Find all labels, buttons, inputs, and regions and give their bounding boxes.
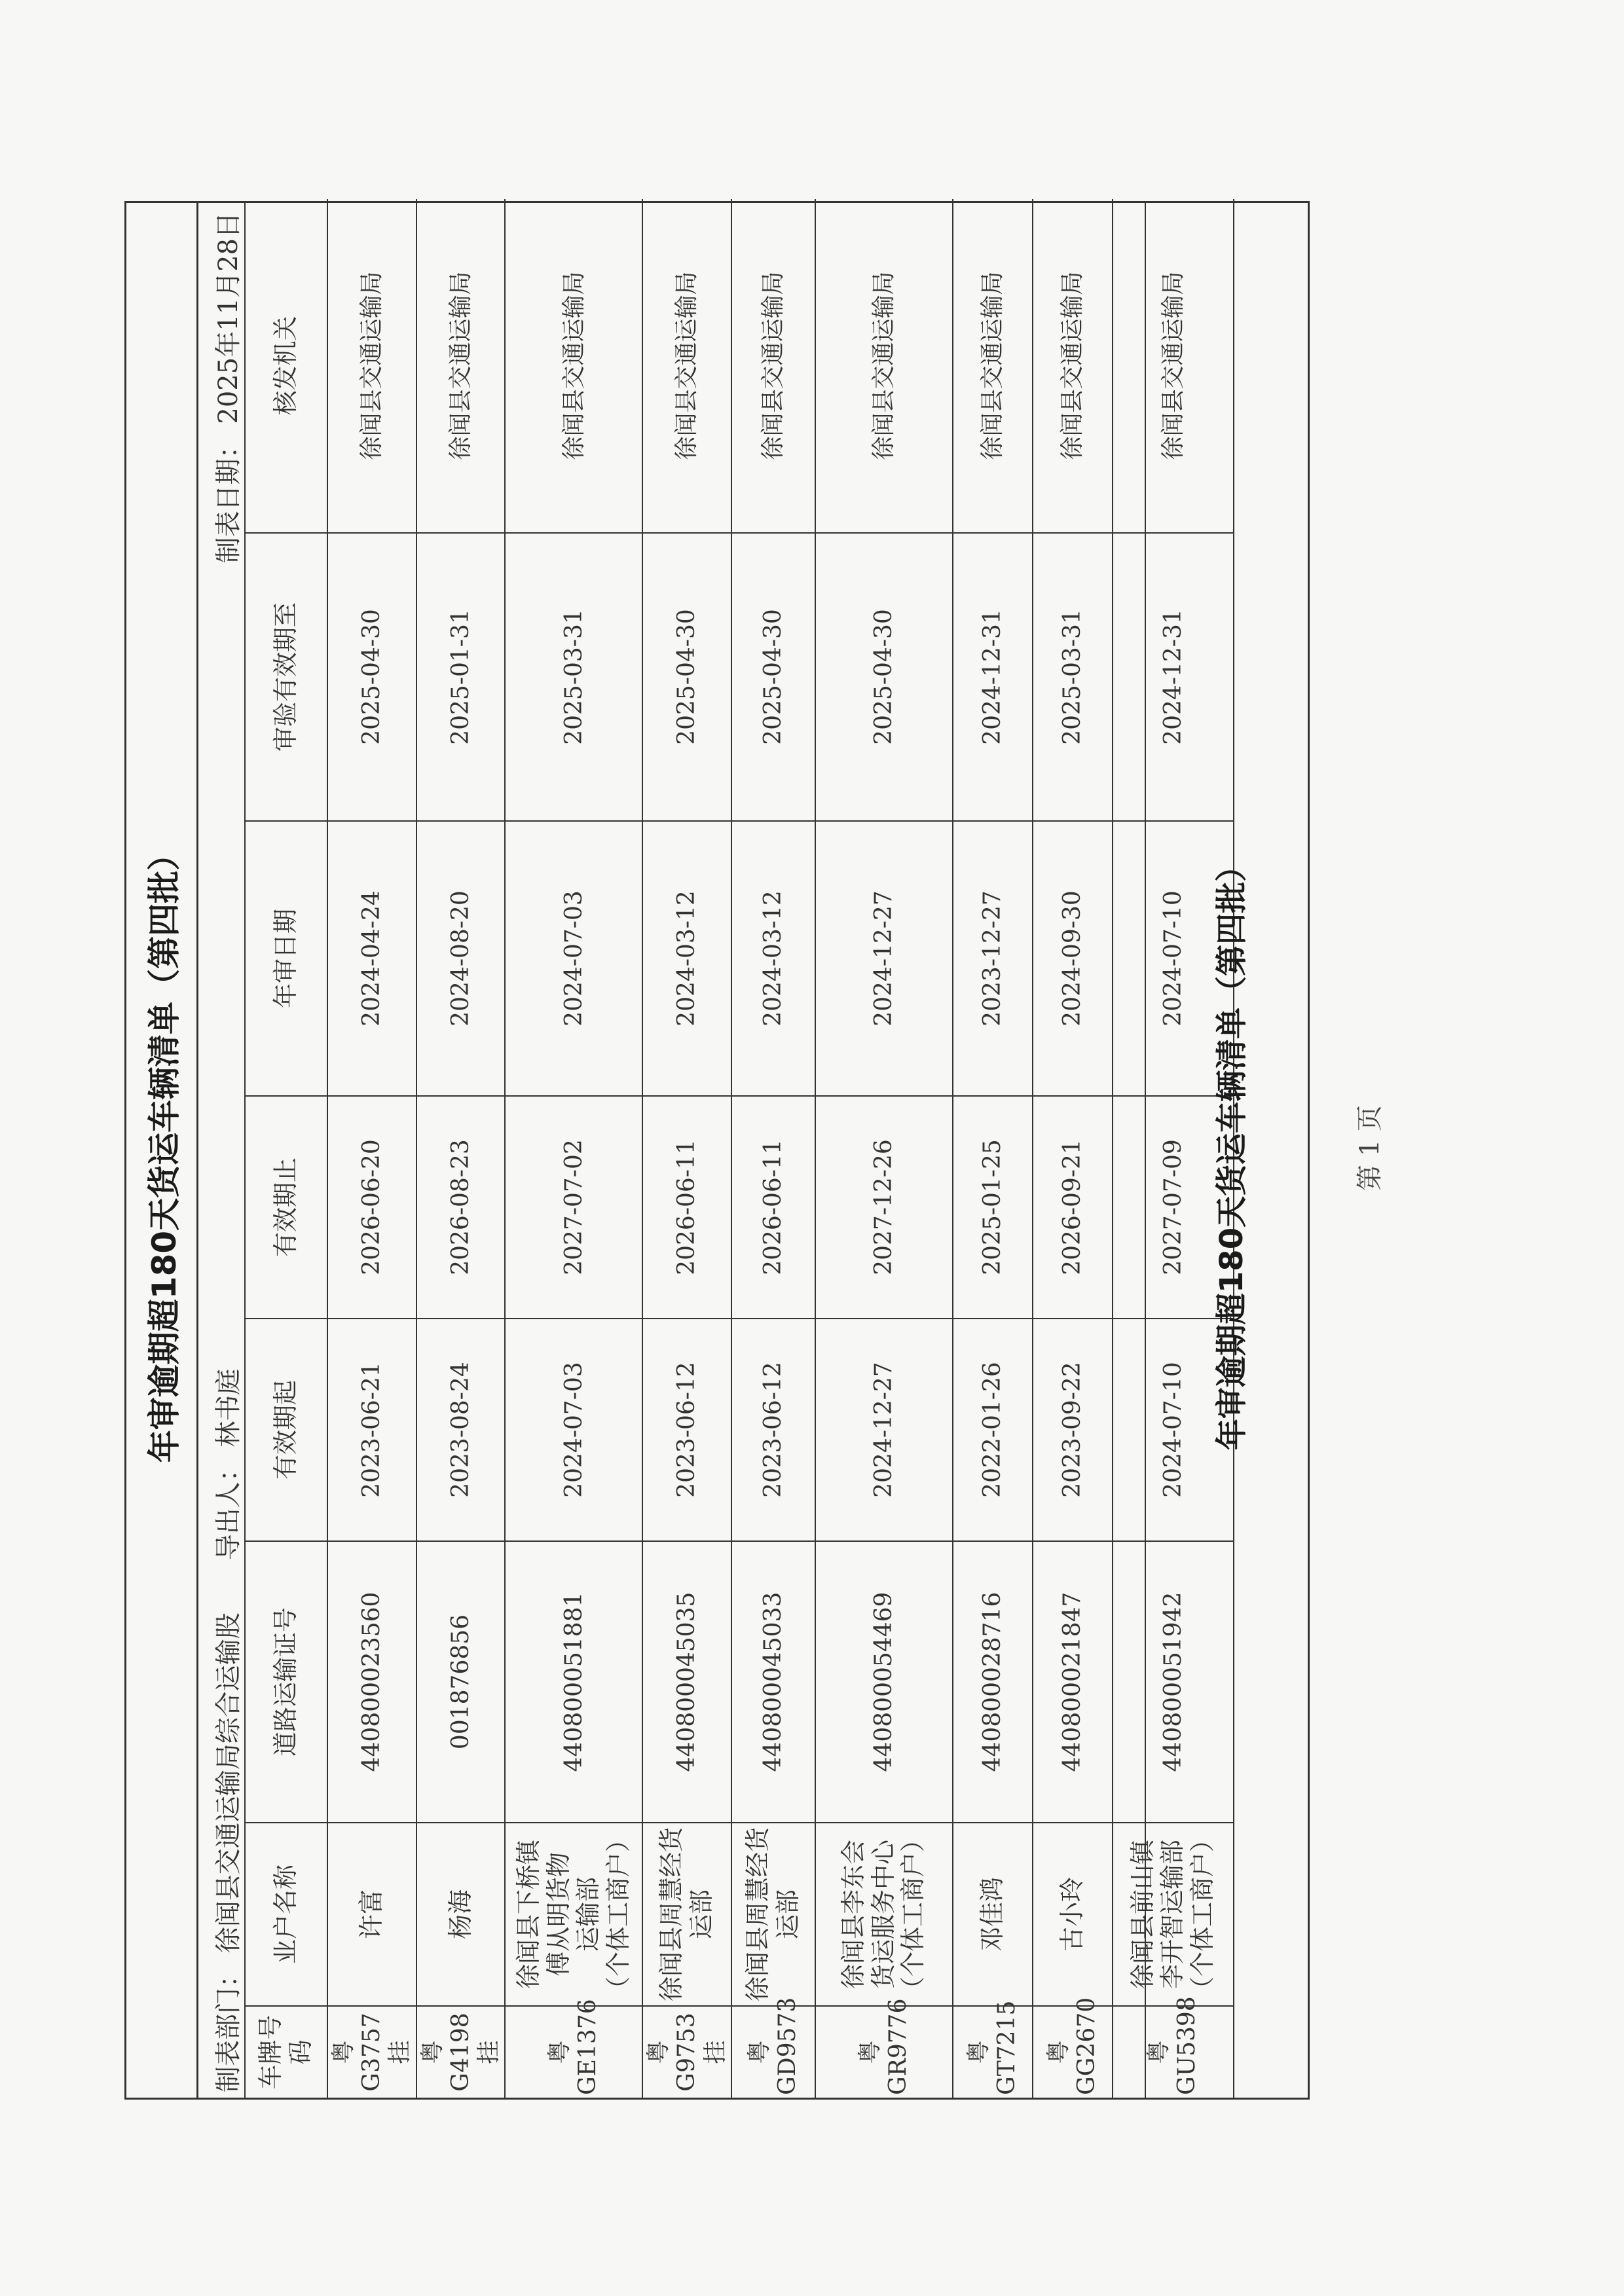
meta-row: [198, 203, 246, 2098]
cell-name: [416, 1823, 506, 2006]
cell-cert: 440800045033: [731, 1541, 815, 1823]
cell-plate: 粤GG2670: [1033, 2006, 1113, 2098]
cell-issuer: 徐闻县交通运输局: [416, 199, 506, 533]
cell-name: [1033, 1823, 1113, 2006]
page-number: 第 1 页: [1355, 1105, 1385, 1191]
footnote-title: 年审逾期超180天货运车辆清单（第四批）: [1145, 203, 1312, 2098]
cell-review: 2024-08-20: [416, 821, 506, 1096]
column-header-review: 年审日期: [246, 821, 327, 1096]
cell-from: 2023-06-12: [731, 1319, 815, 1541]
cell-cert: 440800051881: [505, 1541, 642, 1823]
cell-to: 2026-06-11: [731, 1096, 815, 1319]
name-line: 徐闻县周慧经货运部: [657, 1827, 716, 2002]
cell-plate: 粤GD9573: [731, 2006, 815, 2098]
exporter-label: 导出人： 林书庭: [213, 1368, 244, 1561]
cell-to: 2026-06-20: [327, 1096, 416, 1319]
cell-plate: 粤GE1376: [505, 2006, 642, 2098]
table-row: [815, 199, 953, 2098]
table-row: [505, 199, 642, 2098]
cell-valid-until: 2024-12-31: [1113, 533, 1234, 821]
cell-review: 2024-09-30: [1033, 821, 1113, 1096]
cell-from: 2024-07-03: [505, 1319, 642, 1541]
table-row: [953, 199, 1033, 2098]
cell-review: 2024-04-24: [327, 821, 416, 1096]
cell-issuer: 徐闻县交通运输局: [953, 199, 1033, 533]
name-line: 货运服务中心: [868, 1840, 898, 1990]
cell-review: 2024-03-12: [642, 821, 731, 1096]
column-header-plate: 车牌号码: [246, 2006, 327, 2098]
cell-plate: 粤GR9776: [815, 2006, 953, 2098]
name-line: 邓佳鸿: [977, 1877, 1006, 1952]
table-row: [327, 199, 416, 2098]
cell-review: 2024-07-10: [1113, 821, 1234, 1096]
date-label: 制表日期： 2025年11月28日: [213, 212, 244, 564]
cell-cert: 440800054469: [815, 1541, 953, 1823]
cell-to: 2027-12-26: [815, 1096, 953, 1319]
cell-name: [731, 1823, 815, 2006]
header-row: [246, 199, 327, 2098]
name-line: 李开智运输部: [1158, 1840, 1187, 1990]
cell-plate: 粤G3757挂: [327, 2006, 416, 2098]
column-header-name: 业户名称: [246, 1823, 327, 2006]
name-line: 运输部: [574, 1877, 603, 1952]
cell-cert: 440800045035: [642, 1541, 731, 1823]
column-header-to: 有效期止: [246, 1096, 327, 1319]
cell-plate: 粤GU5398: [1113, 2006, 1234, 2098]
cell-name: [953, 1823, 1033, 2006]
cell-issuer: 徐闻县交通运输局: [731, 199, 815, 533]
cell-valid-until: 2025-03-31: [505, 533, 642, 821]
name-line: 傅从明货物: [544, 1852, 573, 1977]
name-line: 古小玲: [1057, 1877, 1086, 1952]
cell-cert: 440800028716: [953, 1541, 1033, 1823]
table-row: [1033, 199, 1113, 2098]
name-line: 许富: [356, 1889, 386, 1940]
cell-issuer: 徐闻县交通运输局: [327, 199, 416, 533]
cell-issuer: 徐闻县交通运输局: [1113, 199, 1234, 533]
column-header-cert: 道路运输证号: [246, 1541, 327, 1823]
cell-valid-until: 2025-04-30: [327, 533, 416, 821]
cell-cert: 440800023560: [327, 1541, 416, 1823]
cell-cert: 440800021847: [1033, 1541, 1113, 1823]
cell-cert: 001876856: [416, 1541, 506, 1823]
table-row: [416, 199, 506, 2098]
cell-valid-until: 2024-12-31: [953, 533, 1033, 821]
cell-to: 2025-01-25: [953, 1096, 1033, 1319]
vehicle-table: [246, 199, 1234, 2098]
cell-valid-until: 2025-04-30: [815, 533, 953, 821]
cell-plate: 粤GT7215: [953, 2006, 1033, 2098]
column-header-issuer: 核发机关: [246, 199, 327, 533]
cell-from: 2023-06-21: [327, 1319, 416, 1541]
cell-from: 2022-01-26: [953, 1319, 1033, 1541]
cell-from: 2023-08-24: [416, 1319, 506, 1541]
cell-cert: 440800051942: [1113, 1541, 1234, 1823]
cell-from: 2024-07-10: [1113, 1319, 1234, 1541]
table-row: [642, 199, 731, 2098]
cell-plate: 粤G9753挂: [642, 2006, 731, 2098]
cell-valid-until: 2025-04-30: [642, 533, 731, 821]
cell-issuer: 徐闻县交通运输局: [642, 199, 731, 533]
cell-issuer: 徐闻县交通运输局: [815, 199, 953, 533]
cell-plate: 粤G4198挂: [416, 2006, 506, 2098]
cell-issuer: 徐闻县交通运输局: [1033, 199, 1113, 533]
table-frame: [124, 201, 1310, 2100]
department-label: 制表部门： 徐闻县交通运输局综合运输股: [213, 1613, 244, 2092]
cell-valid-until: 2025-01-31: [416, 533, 506, 821]
cell-to: 2026-09-21: [1033, 1096, 1113, 1319]
cell-review: 2024-12-27: [815, 821, 953, 1096]
name-line: 徐闻县周慧经货运部: [743, 1827, 802, 2002]
cell-valid-until: 2025-04-30: [731, 533, 815, 821]
cell-to: 2026-08-23: [416, 1096, 506, 1319]
cell-to: 2027-07-02: [505, 1096, 642, 1319]
table-row: [731, 199, 815, 2098]
cell-issuer: 徐闻县交通运输局: [505, 199, 642, 533]
cell-review: 2023-12-27: [953, 821, 1033, 1096]
document-title: 年审逾期超180天货运车辆清单（第四批）: [126, 203, 198, 2098]
cell-name: [815, 1823, 953, 2006]
name-line: （个体工商户）: [898, 1827, 928, 2002]
name-line: 徐闻县下桥镇: [513, 1840, 543, 1990]
cell-review: 2024-07-03: [505, 821, 642, 1096]
cell-review: 2024-03-12: [731, 821, 815, 1096]
name-line: 杨海: [445, 1889, 475, 1940]
cell-from: 2023-06-12: [642, 1319, 731, 1541]
column-header-valid-until: 审验有效期至: [246, 533, 327, 821]
cell-to: 2027-07-09: [1113, 1096, 1234, 1319]
cell-from: 2024-12-27: [815, 1319, 953, 1541]
name-line: 徐闻县前山镇: [1128, 1840, 1157, 1990]
name-line: （个体工商户）: [603, 1827, 633, 2002]
cell-valid-until: 2025-03-31: [1033, 533, 1113, 821]
cell-from: 2023-09-22: [1033, 1319, 1113, 1541]
cell-to: 2026-06-11: [642, 1096, 731, 1319]
name-line: （个体工商户）: [1187, 1827, 1217, 2002]
cell-name: [327, 1823, 416, 2006]
cell-name: [642, 1823, 731, 2006]
cell-name: [505, 1823, 642, 2006]
name-line: 徐闻县李东会: [839, 1840, 868, 1990]
column-header-from: 有效期起: [246, 1319, 327, 1541]
